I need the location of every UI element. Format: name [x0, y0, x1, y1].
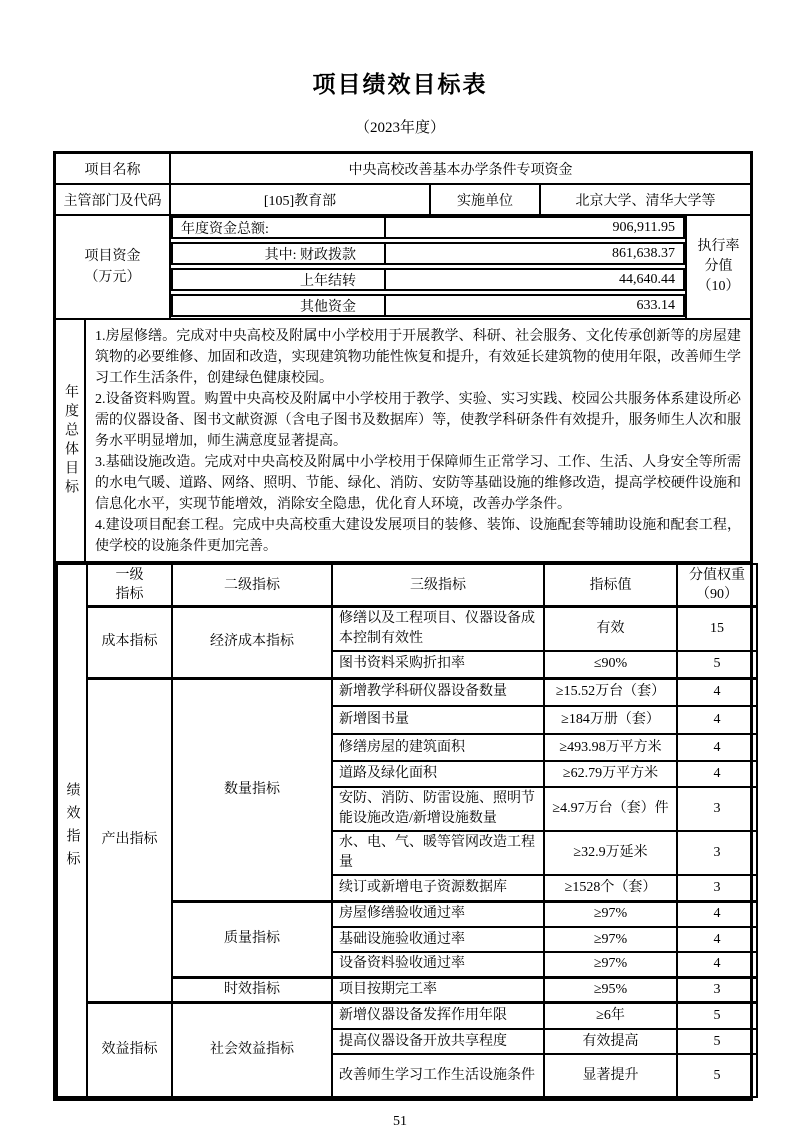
funding-fiscal-value: 861,638.37 [612, 245, 675, 261]
indicators-header-row [57, 564, 757, 607]
funding-total-label: 年度资金总额: [173, 218, 386, 237]
indicator-value: ≥95% [544, 977, 677, 1002]
funding-label [56, 216, 171, 318]
indicator-name: 安防、消防、防雷设施、照明节能设施改造/新增设施数量 [332, 787, 544, 831]
department-value: [105]教育部 [171, 185, 431, 214]
indicator-value: ≥62.79万平方米 [544, 761, 677, 787]
header-weight-line1: 分值权重 [689, 568, 745, 583]
level2-economic-cost: 经济成本指标 [172, 607, 332, 679]
indicator-value: ≥32.9万延米 [544, 831, 677, 875]
indicator-value: ≥97% [544, 952, 677, 977]
indicator-name: 项目按期完工率 [332, 977, 544, 1002]
execution-rate-score-label [685, 216, 750, 318]
level2-social-benefit: 社会效益指标 [172, 1002, 332, 1097]
header-value: 指标值 [544, 564, 677, 607]
indicator-name: 修缮房屋的建筑面积 [332, 734, 544, 761]
indicator-name: 道路及绿化面积 [332, 761, 544, 787]
indicator-weight: 4 [677, 761, 757, 787]
page-number: 51 [393, 1114, 407, 1129]
indicators-table [56, 563, 758, 1098]
header-level1 [87, 564, 172, 607]
funding-row-fiscal [171, 242, 685, 265]
goal-item-3: 3.基础设施改造。完成对中央高校及附属中小学校用于保障师生正常学习、工作、生活、人身安全等所需的水电气暖、道路、网络、照明、节能、绿化、消防、安防等基础设施的维修改造，提高学校硬件设施和信息化水平，实现节能增效，消除安全隐患，优化育人环境，改善办学条件。 [95, 455, 741, 512]
funding-rows [171, 216, 685, 318]
annual-goals-label [56, 320, 86, 561]
indicator-value: ≥1528个（套） [544, 875, 677, 901]
implementing-unit-value: 北京大学、清华大学等 [575, 193, 716, 209]
execution-rate-line2: 分值 [704, 259, 733, 274]
indicators-side-label [57, 564, 87, 1097]
table-row [57, 607, 757, 652]
indicator-weight: 4 [677, 952, 757, 977]
funding-row-total [171, 216, 685, 239]
header-weight-line2: （90） [696, 587, 738, 602]
indicator-value: ≥6年 [544, 1002, 677, 1029]
indicator-name: 图书资料采购折扣率 [332, 651, 544, 678]
funding-section [56, 216, 750, 320]
funding-other-label: 其他资金 [173, 296, 386, 315]
indicator-weight: 4 [677, 678, 757, 706]
department-row [56, 185, 750, 216]
level1-benefit: 效益指标 [87, 1002, 172, 1097]
indicator-value: 有效 [544, 607, 677, 652]
page-title: 项目绩效目标表 [312, 72, 488, 97]
level2-quantity: 数量指标 [172, 678, 332, 901]
indicator-weight: 3 [677, 977, 757, 1002]
level2-quality: 质量指标 [172, 901, 332, 977]
indicators-side-label-text: 绩效指标 [64, 781, 80, 874]
header-weight [677, 564, 757, 607]
funding-other-value: 633.14 [636, 297, 675, 313]
indicator-value: ≥97% [544, 927, 677, 952]
indicator-name: 改善师生学习工作生活设施条件 [332, 1054, 544, 1097]
funding-label-line1: 项目资金 [84, 249, 141, 264]
indicator-value: 显著提升 [544, 1054, 677, 1097]
funding-carryover-value: 44,640.44 [619, 271, 675, 287]
indicator-weight: 5 [677, 651, 757, 678]
implementing-unit-label: 实施单位 [431, 185, 541, 214]
indicator-name: 设备资料验收通过率 [332, 952, 544, 977]
annual-goals-label-text: 年度总体目标 [63, 383, 78, 498]
header-level1-line1: 一级 [115, 568, 144, 583]
indicator-value: ≥493.98万平方米 [544, 734, 677, 761]
indicator-value: ≥97% [544, 901, 677, 927]
indicator-name: 修缮以及工程项目、仪器设备成本控制有效性 [332, 607, 544, 652]
indicator-weight: 3 [677, 875, 757, 901]
goal-item-2: 2.设备资料购置。购置中央高校及附属中小学校用于教学、实验、实习实践、校园公共服务体系建设所必需的仪器设备、图书文献资源（含电子图书及数据库）等，使教学科研条件有效提升，服务师生人次和服务水平明显增加，师生满意度显著提高。 [95, 392, 741, 449]
page-subtitle: （2023年度） [354, 120, 445, 136]
funding-total-value: 906,911.95 [612, 219, 675, 235]
performance-target-table [53, 151, 753, 1101]
execution-rate-line3: （10） [697, 279, 740, 294]
indicator-name: 基础设施验收通过率 [332, 927, 544, 952]
funding-carryover-label: 上年结转 [173, 270, 386, 289]
indicator-weight: 3 [677, 831, 757, 875]
indicator-weight: 4 [677, 734, 757, 761]
indicator-weight: 4 [677, 927, 757, 952]
indicator-value: ≥184万册（套） [544, 706, 677, 734]
indicator-value: 有效提高 [544, 1029, 677, 1054]
indicator-name: 新增图书量 [332, 706, 544, 734]
header-level3: 三级指标 [332, 564, 544, 607]
header-level2: 二级指标 [172, 564, 332, 607]
header-level1-line2: 指标 [115, 587, 144, 602]
goal-item-1: 1.房屋修缮。完成对中央高校及附属中小学校用于开展教学、科研、社会服务、文化传承创新等的房屋建筑物的必要维修、加固和改造，实现建筑物功能性恢复和提升，有效延长建筑物的使用年限，改善师生学习工作生活条件，创建绿色健康校园。 [95, 329, 741, 386]
annual-goals-section [56, 320, 750, 563]
project-name-label: 项目名称 [56, 154, 171, 183]
project-name-value: 中央高校改善基本办学条件专项资金 [348, 162, 573, 178]
indicator-weight: 4 [677, 706, 757, 734]
execution-rate-line1: 执行率 [697, 239, 740, 254]
indicator-weight: 15 [677, 607, 757, 652]
indicator-name: 房屋修缮验收通过率 [332, 901, 544, 927]
indicator-name: 提高仪器设备开放共享程度 [332, 1029, 544, 1054]
funding-row-other [171, 294, 685, 317]
funding-fiscal-label: 其中: 财政拨款 [173, 244, 386, 263]
indicator-name: 新增教学科研仪器设备数量 [332, 678, 544, 706]
indicator-name: 新增仪器设备发挥作用年限 [332, 1002, 544, 1029]
goal-item-4: 4.建设项目配套工程。完成中央高校重大建设发展项目的装修、装饰、设施配套等辅助设施和配套工程，使学校的设施条件更加完善。 [95, 518, 741, 554]
indicator-value: ≥4.97万台（套）件 [544, 787, 677, 831]
indicator-value: ≥15.52万台（套） [544, 678, 677, 706]
funding-row-carryover [171, 268, 685, 291]
project-name-row [56, 154, 750, 185]
table-row [57, 678, 757, 706]
indicator-weight: 4 [677, 901, 757, 927]
level1-cost: 成本指标 [87, 607, 172, 679]
table-row [57, 1002, 757, 1029]
indicator-weight: 3 [677, 787, 757, 831]
funding-label-line2: （万元） [84, 270, 141, 285]
annual-goals-body [86, 320, 750, 561]
level1-output: 产出指标 [87, 678, 172, 1002]
department-label: 主管部门及代码 [56, 185, 171, 214]
indicator-weight: 5 [677, 1002, 757, 1029]
indicator-weight: 5 [677, 1054, 757, 1097]
indicator-value: ≤90% [544, 651, 677, 678]
indicator-name: 续订或新增电子资源数据库 [332, 875, 544, 901]
level2-timeliness: 时效指标 [172, 977, 332, 1002]
indicator-name: 水、电、气、暖等管网改造工程量 [332, 831, 544, 875]
indicator-weight: 5 [677, 1029, 757, 1054]
